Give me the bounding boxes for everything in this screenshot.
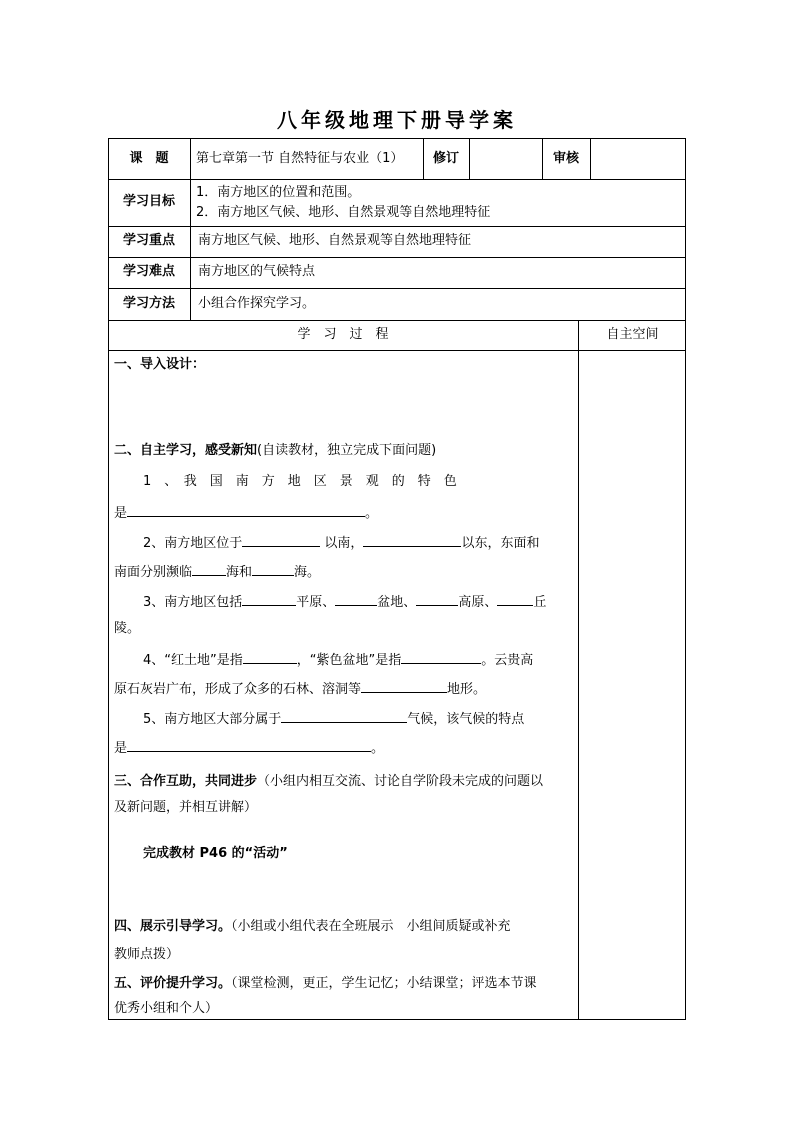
question-3-part: 3、南方地区包括 <box>143 595 243 610</box>
section-presentation-note: 教师点拨） <box>114 947 180 962</box>
row-divider <box>108 179 686 180</box>
question-5-suffix: 。 <box>371 741 385 756</box>
column-divider <box>578 320 579 1020</box>
section-evaluation-note: 优秀小组和个人） <box>114 1001 219 1016</box>
self-space-area[interactable] <box>580 352 684 1018</box>
method-label: 学习方法 <box>122 296 175 311</box>
row-divider <box>108 288 686 289</box>
section-cooperation-note: （小组内相互交流、讨论自学阶段未完成的问题以 <box>257 774 544 789</box>
question-3-part: 平原、 <box>296 595 336 610</box>
question-1-suffix: 。 <box>365 506 379 521</box>
revise-field[interactable] <box>470 149 542 169</box>
question-4-part: 4、“红土地”是指 <box>143 653 243 668</box>
question-2-part: 以东，东面和 <box>461 536 540 551</box>
question-2-part: 南面分别濒临 <box>114 565 193 580</box>
row-divider <box>108 257 686 258</box>
question-2-part: 海和 <box>226 565 253 580</box>
section-evaluation-title: 五、评价提升学习。 <box>114 976 232 991</box>
section-presentation-title: 四、展示引导学习。 <box>114 919 232 934</box>
topic-value: 第七章第一节 自然特征与农业（1） <box>196 151 404 166</box>
question-1-prefix: 是 <box>114 506 128 521</box>
key-point-label: 学习重点 <box>122 233 175 248</box>
section-evaluation-note: （课堂检测，更正，学生记忆；小结课堂；评选本节课 <box>231 976 537 991</box>
question-5-part: 5、南方地区大部分属于 <box>143 712 282 727</box>
question-2-part: 2、南方地区位于 <box>143 536 243 551</box>
column-divider <box>190 138 191 320</box>
question-4-part: 原石灰岩广布，形成了众多的石林、溶洞等 <box>114 682 362 697</box>
answer-blank[interactable] <box>335 591 377 606</box>
question-3-part: 陵。 <box>114 621 141 636</box>
topic-label: 课 题 <box>129 151 169 166</box>
row-divider <box>108 350 686 351</box>
goal-label: 学习目标 <box>122 194 175 209</box>
answer-blank[interactable] <box>416 591 458 606</box>
answer-blank[interactable] <box>127 737 371 752</box>
answer-blank[interactable] <box>192 561 226 576</box>
goal-item-2: 2．南方地区气候、地形、自然景观等自然地理特征 <box>196 205 491 220</box>
question-5-part: 气候，该气候的特点 <box>407 712 525 727</box>
row-divider <box>108 320 686 321</box>
section-cooperation-note: 及新问题，并相互讲解） <box>114 800 258 815</box>
answer-blank[interactable] <box>243 649 297 664</box>
review-label: 审核 <box>552 151 579 166</box>
section-self-study-note: (自读教材，独立完成下面问题) <box>257 443 437 458</box>
answer-blank[interactable] <box>242 591 296 606</box>
row-divider <box>108 226 686 227</box>
page-title: 八年级地理下册导学案 <box>277 108 517 132</box>
self-space-header: 自主空间 <box>606 327 659 342</box>
answer-blank[interactable] <box>361 678 447 693</box>
answer-blank[interactable] <box>401 649 481 664</box>
section-cooperation-title: 三、合作互助，共同进步 <box>114 774 258 789</box>
question-4-part: 。云贵高 <box>481 653 534 668</box>
answer-blank[interactable] <box>127 502 365 517</box>
question-3-part: 丘 <box>533 595 547 610</box>
answer-blank[interactable] <box>497 591 533 606</box>
revise-label: 修订 <box>432 151 459 166</box>
answer-blank[interactable] <box>281 708 407 723</box>
answer-blank[interactable] <box>363 532 461 547</box>
question-1-line-a: 1 、 我 国 南 方 地 区 景 观 的 特 色 <box>143 474 457 489</box>
activity-task: 完成教材 P46 的“活动” <box>143 846 288 861</box>
answer-blank[interactable] <box>242 532 320 547</box>
question-4-part: 地形。 <box>447 682 487 697</box>
section-self-study-title: 二、自主学习，感受新知 <box>114 443 258 458</box>
question-3-part: 盆地、 <box>377 595 417 610</box>
question-3-part: 高原、 <box>458 595 498 610</box>
question-5-prefix: 是 <box>114 741 128 756</box>
goal-item-1: 1．南方地区的位置和范围。 <box>196 185 361 200</box>
section-presentation-note: （小组或小组代表在全班展示 小组间质疑或补充 <box>231 919 511 934</box>
difficulty-label: 学习难点 <box>122 264 175 279</box>
answer-blank[interactable] <box>252 561 294 576</box>
question-2-part: 以南， <box>324 536 364 551</box>
difficulty-value: 南方地区的气候特点 <box>198 264 316 279</box>
key-point-value: 南方地区气候、地形、自然景观等自然地理特征 <box>198 233 472 248</box>
method-value: 小组合作探究学习。 <box>198 296 316 311</box>
question-2-part: 海。 <box>294 565 321 580</box>
process-header: 学 习 过 程 <box>297 327 389 342</box>
review-field[interactable] <box>591 149 685 169</box>
section-import-title: 一、导入设计： <box>114 357 206 372</box>
question-4-part: ，“紫色盆地”是指 <box>296 653 402 668</box>
